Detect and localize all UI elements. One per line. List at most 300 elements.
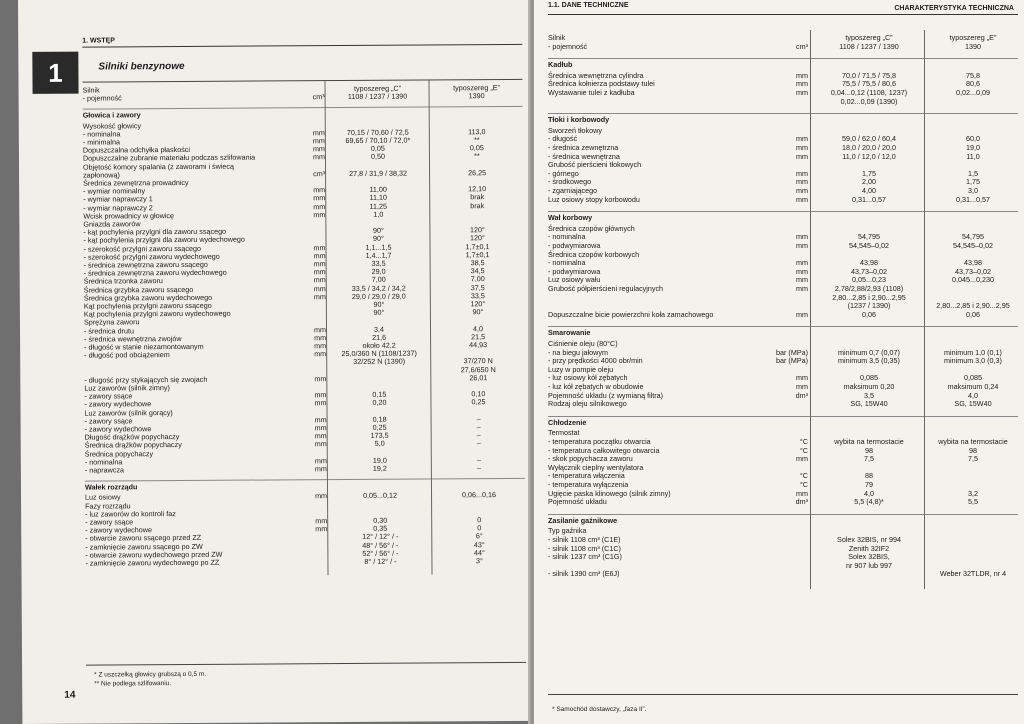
spec-label: - wymiar naprawczy 1 [83, 194, 153, 204]
spec-label: - zawory ssące [85, 517, 134, 527]
spec-value-c: 2,78/2,88/2,93 (1108) [834, 284, 904, 293]
spec-label: Luz osiowy stopy korbowodu [548, 194, 640, 204]
spec-label: Wyłącznik cieplny wentylatora [548, 462, 644, 472]
spec-value-e: 54,545–0,02 [953, 241, 993, 250]
spec-value-c: 1,1...1,5 [365, 242, 392, 252]
spec-value-c: 3,4 [373, 324, 385, 334]
spec-value-e: – [476, 413, 481, 424]
spec-value-e: 3,2 [968, 488, 978, 498]
spec-value-e: 5,5 [968, 497, 978, 507]
spec-label: - długość przy stykających się zwojach [84, 374, 208, 385]
spec-value-c: 8° / 12° / - [364, 556, 397, 566]
spec-label: Ugięcie paska klinowego (silnik zimny) [548, 488, 671, 498]
spec-label: - luz zaworów do kontroli faz [85, 508, 176, 519]
spec-label: - długość pod obciążeniem [84, 350, 170, 360]
spec-label: Luz osiowy wału [548, 275, 601, 285]
spec-unit: mm [796, 309, 808, 319]
spec-label: - wymiar naprawczy 2 [83, 202, 153, 213]
spec-label: Fazy rozrządu [85, 500, 131, 511]
spec-value-c: 4,00 [862, 186, 876, 195]
spec-unit: mm [314, 373, 327, 383]
spec-value-c: 0,25 [372, 422, 387, 432]
spec-label: - nominalna [84, 457, 123, 467]
column-divider [428, 80, 432, 574]
spec-unit: mm [796, 275, 808, 285]
spec-value-c: 54,545–0,02 [849, 241, 889, 250]
spec-unit: mm [313, 250, 326, 260]
page-number: 14 [64, 689, 76, 701]
engine-capacity-label: - pojemność [82, 93, 122, 103]
section-divider [548, 514, 1018, 515]
spec-unit: mm [796, 143, 808, 152]
spec-value-e: 33,5 [470, 290, 485, 301]
spec-label: - luz osiowy kół zębatych [548, 373, 628, 383]
spec-label: - temperatura początku otwarcia [548, 437, 651, 446]
spec-value-c: 2,80...2,85 i 2,90...2,95 [832, 292, 906, 302]
spec-label: - średnica zewnętrzna zaworu wydechowego [83, 267, 227, 278]
spec-value-e: maksimum 0,24 [947, 382, 999, 391]
spec-unit: mm [313, 267, 326, 277]
spec-value-c: 0,05 [370, 143, 385, 154]
spec-value-c: 48° / 56° / - [362, 540, 399, 550]
spec-value-e: 21,5 [471, 331, 486, 342]
engine-capacity-e: 1390 [468, 91, 485, 101]
spec-label: - naprawcza [84, 465, 125, 475]
section-divider [548, 113, 1018, 114]
spec-value-c: 0,05...0,12 [363, 491, 398, 501]
spec-value-c: 52° / 56° / - [362, 548, 399, 558]
spec-unit: mm [796, 151, 808, 161]
spec-unit: mm [313, 242, 326, 252]
spec-value-e: 90° [472, 307, 484, 317]
spec-label: - średnica zewnętrzna [548, 143, 619, 152]
spec-value-e: 4,0 [968, 390, 978, 400]
spec-value-e: 3° [475, 556, 483, 566]
spec-unit: mm [796, 88, 808, 97]
spec-value-c: 7,00 [371, 275, 386, 285]
spec-value-e: 19,0 [966, 143, 980, 152]
spec-label: - zawory ssące [84, 416, 133, 426]
spec-unit: mm [314, 455, 327, 465]
spec-value-e: 27,6/650 N [460, 364, 496, 374]
spec-label: - szerokość przylgni zaworu ssącego [83, 243, 201, 254]
section-heading: Chłodzenie [548, 417, 587, 427]
spec-value-e: 26,25 [468, 167, 487, 178]
spec-unit: mm [313, 209, 326, 219]
engine-label: Silnik [82, 85, 100, 95]
spec-label: Luz zaworów (silnik zimny) [84, 383, 170, 393]
spec-value-e: minimum 1,0 (0,1) [944, 347, 1002, 357]
spec-value-e: SG, 15W40 [954, 399, 992, 409]
spec-value-c: minimum 3,5 (0,35) [838, 356, 900, 366]
spec-label: Objętość komory spalania (z zaworami i świecą [82, 161, 235, 172]
spec-value-e: 7,5 [968, 454, 978, 464]
spec-value-c: 0,06 [862, 309, 876, 319]
spec-value-e: 120° [469, 233, 485, 243]
spec-value-c: 98 [865, 445, 873, 455]
section-heading: Zasilanie gaźnikowe [548, 515, 618, 525]
spec-value-c: 0,085 [860, 373, 878, 383]
spec-value-c: 0,18 [372, 414, 387, 424]
spec-unit: mm [313, 283, 326, 293]
spec-value-e: 2,80...2,85 i 2,90...2,95 [936, 301, 1010, 311]
spec-value-c: 90° [373, 299, 385, 309]
engine-label: Silnik [548, 33, 566, 42]
spec-value-e: 4,0 [472, 323, 484, 333]
spec-value-c: 0,50 [370, 152, 385, 162]
spec-value-c: 5,5 (4,8)* [854, 497, 884, 507]
spec-unit: mm [313, 275, 326, 285]
spec-value-e: 7,00 [470, 274, 485, 284]
column-divider [325, 81, 329, 575]
spec-label: - średnica drutu [83, 325, 134, 336]
spec-value-e: – [476, 454, 481, 465]
spec-unit: mm [796, 194, 808, 204]
spec-label: - zgarniającego [548, 186, 598, 195]
spec-label: Średnica popychaczy [84, 448, 154, 459]
spec-label: - zawory wydechowe [84, 399, 152, 409]
spec-label: Kąt pochylenia przylgni zaworu ssącego [83, 300, 212, 311]
spec-label: - zamknięcie zaworu ssącego po ZW [85, 541, 203, 552]
section-heading: Głowica i zawory [82, 110, 141, 120]
spec-label: Luz osiowy [85, 492, 121, 502]
spec-value-c: 90° [373, 307, 385, 318]
spec-unit: mm [796, 186, 808, 195]
spec-value-c: 29,0 [371, 266, 386, 277]
section-heading: Wałek rozrządu [84, 482, 138, 492]
spec-unit: mm [313, 201, 326, 211]
spec-unit: mm [312, 136, 325, 146]
spec-value-c: 19,0 [372, 455, 387, 465]
spec-value-e: 1,75 [966, 177, 980, 187]
spec-value-e: 44° [473, 547, 485, 558]
spec-value-e: 43° [473, 539, 485, 549]
spec-value-c: 43,73–0,02 [851, 266, 887, 276]
spec-value-c: wybita na termostacie [834, 437, 904, 446]
spec-label: Grubość półpierścieni regulacyjnych [548, 284, 664, 293]
spec-label: Luz zaworów (silnik gorący) [84, 407, 173, 418]
spec-label: - kąt pochylenia przylgni dla zaworu ssącego [83, 226, 227, 237]
spec-label: Długość drążków popychaczy [84, 432, 180, 442]
spec-label: Średnica drążków popychaczy [84, 440, 182, 450]
spec-unit: mm [796, 382, 808, 391]
column-header-c: typoszereg „C” [845, 33, 893, 42]
spec-value-e: 54,795 [962, 232, 984, 242]
spec-value-c: 0,20 [372, 398, 387, 408]
engine-capacity-c: 1108 / 1237 / 1390 [839, 41, 899, 51]
spec-label: - zawory ssące [84, 391, 133, 401]
spec-value-c: 1,4...1,7 [365, 250, 392, 260]
spec-unit: mm [796, 232, 808, 242]
spec-value-e: 26,01 [469, 372, 488, 383]
spec-label: Termostat [548, 428, 580, 438]
section-heading: Tłoki i korbowody [548, 115, 610, 125]
section-divider [548, 58, 1018, 59]
spec-value-c: 59,0 / 62,0 / 60,4 [842, 134, 896, 144]
spec-value-c: minimum 0,7 (0,07) [838, 347, 900, 357]
spec-label: - otwarcie zaworu wydechowego przed ZW [85, 549, 223, 560]
spec-value-e: 43,98 [964, 258, 982, 268]
spec-unit: mm [314, 341, 327, 351]
spec-unit: mm [796, 134, 808, 144]
spec-unit: mm [312, 152, 325, 162]
spec-label: Gniazda zaworów [83, 219, 141, 229]
spec-value-e: – [476, 438, 481, 448]
spec-label: - podwymiarowa [548, 266, 601, 276]
spec-label: - nominalna [548, 258, 586, 268]
section-heading: Kadłub [548, 60, 573, 70]
spec-value-e: 11,0 [966, 151, 980, 161]
spec-value-e: 80,6 [966, 79, 980, 89]
section-divider [548, 416, 1018, 417]
spec-value-e: 38,5 [470, 258, 485, 268]
spec-value-e: 0 [477, 515, 482, 525]
spec-value-e: 0,06...0,16 [462, 490, 497, 500]
spec-value-c: 29,0 / 29,0 / 29,0 [351, 291, 406, 301]
spec-value-c: 32/252 N (1390) [353, 357, 406, 367]
spec-label: Wcisk prowadnicy w głowicę [83, 210, 175, 221]
spec-label: - skok popychacza zaworu [548, 454, 633, 464]
spec-value-c: SG, 15W40 [850, 399, 888, 409]
spec-unit: mm [314, 423, 327, 433]
spec-label: - temperatura wyłączenia [548, 480, 629, 489]
spec-value-c: 0,30 [373, 515, 388, 525]
spec-value-c: 18,0 / 20,0 / 20,0 [842, 143, 896, 152]
spec-label: - średnica wewnętrzna [548, 151, 620, 161]
spec-label: - podwymiarowa [548, 241, 601, 250]
spec-unit: mm [314, 390, 327, 400]
spec-value-c: 79 [865, 480, 873, 489]
spec-value-c: 33,5 [371, 258, 386, 268]
spec-value-e: minimum 3,0 (0,3) [944, 356, 1002, 366]
spec-label: - kąt pochylenia przylgni dla zaworu wydechowego [83, 235, 245, 245]
left-spec-table [82, 79, 526, 666]
engine-capacity-label: - pojemność [548, 41, 588, 51]
spec-unit: mm [314, 349, 327, 359]
spec-label: - temperatura całkowitego otwarcia [548, 445, 660, 455]
spec-value-e: 0,25 [471, 397, 486, 407]
spec-value-e: 0,06 [966, 309, 980, 319]
spec-label: - nominalna [548, 232, 586, 242]
spec-value-e: 44,93 [469, 340, 488, 350]
spec-value-e: wybita na termostacie [938, 437, 1008, 446]
spec-value-e: brak [470, 200, 485, 210]
spec-label: Dopuszczalne zubranie materiału podczas szlifowania [82, 152, 256, 163]
spec-value-e: 1,5 [968, 168, 978, 178]
spec-label: - nominalna [82, 129, 121, 139]
left-page [18, 0, 536, 724]
spec-unit: mm [796, 373, 808, 383]
spec-unit: mm [796, 258, 808, 268]
spec-unit: mm [313, 291, 326, 301]
spec-label: - temperatura włączenia [548, 471, 625, 481]
spec-value-e: 1,7±0,1 [465, 241, 490, 251]
spec-unit: mm [314, 464, 327, 474]
spec-unit: mm [313, 259, 326, 269]
spec-label: Pojemność układu [548, 497, 607, 507]
spec-unit: bar (MPa) [776, 356, 808, 366]
spec-label: - przy prędkości 4000 obr/min [548, 356, 643, 366]
spec-label: - zawory wydechowe [84, 424, 152, 434]
spec-label: zapłonową) [83, 170, 120, 180]
spec-label: Dopuszczalne bicie powierzchni koła zamachowego [548, 309, 714, 319]
spec-unit: mm [796, 266, 808, 276]
spec-unit: bar (MPa) [776, 347, 808, 357]
spec-unit: °C [799, 471, 808, 481]
spec-value-c: 0,02...0,09 (1390) [840, 96, 898, 106]
spec-value-c: 0,35 [373, 523, 388, 534]
spec-value-c: 70,15 / 70,60 / 72,5 [346, 127, 409, 137]
spec-label: - długość [548, 134, 578, 144]
spec-label: - luz kół zębatych w obudowie [548, 382, 644, 391]
spec-value-c: nr 907 lub 997 [846, 560, 892, 570]
section-divider [85, 478, 525, 482]
spec-label: Wysokość głowicy [82, 120, 142, 131]
spec-label: - wymiar nominalny [83, 186, 146, 196]
spec-label: - zawory wydechowe [85, 525, 152, 535]
spec-value-c: 0,15 [372, 389, 387, 400]
spec-value-c: 12° / 12° / - [362, 532, 399, 542]
spec-value-c: 2,00 [862, 177, 876, 187]
spec-value-c: 90° [372, 225, 384, 236]
spec-label: Wystawanie tulei z kadłuba [548, 88, 635, 97]
spec-value-e: ** [474, 135, 480, 145]
spec-value-e: 0,085 [964, 373, 982, 383]
column-header-e: typoszereg „E” [453, 83, 500, 93]
spec-unit: mm [796, 454, 808, 464]
spec-unit: mm [315, 491, 328, 501]
spec-unit: °C [799, 445, 808, 455]
spec-value-e: 43,73–0,02 [955, 266, 991, 276]
spec-value-c: 27,8 / 31,9 / 38,32 [349, 168, 408, 178]
spec-label: - silnik 1108 cm³ (C1E) [548, 535, 621, 544]
spec-value-e: – [476, 463, 481, 473]
spec-label: - minimalna [82, 137, 121, 147]
spec-label: Średnica czopów korbowych [548, 249, 640, 259]
spec-value-e: 12,10 [468, 184, 487, 194]
chapter-number-box: 1 [32, 52, 78, 94]
column-divider [810, 30, 811, 589]
spec-value-e: – [476, 422, 481, 432]
spec-value-e: 98 [969, 445, 977, 455]
spec-unit: mm [314, 414, 327, 424]
spec-value-c: 43,98 [860, 258, 878, 268]
spec-unit: mm [796, 168, 808, 178]
spec-label: Grubość pierścieni tłokowych [548, 160, 642, 170]
spec-value-e: 0,31...0,57 [956, 194, 990, 204]
spec-label: - silnik 1108 cm³ (C1C) [548, 543, 621, 553]
right-spec-table [548, 30, 1018, 695]
spec-value-c: Solex 32BIS, nr 994 [837, 535, 901, 544]
spec-label: - otwarcie zaworu ssącego przed ZZ [85, 533, 202, 543]
spec-unit: °C [799, 437, 808, 446]
spec-value-c: 11,00 [369, 184, 387, 195]
spec-unit: mm [314, 324, 327, 334]
section-heading: Smarowanie [548, 328, 591, 338]
spec-value-c: 0,05...0,23 [852, 275, 886, 285]
spec-label: Kąt pochylenia przylgni zaworu wydechowego [83, 308, 231, 319]
spec-label: - na biegu jałowym [548, 347, 608, 357]
spec-label: Średnica czopów głównych [548, 223, 635, 233]
spec-label: Średnica grzybka zaworu wydechowego [83, 292, 213, 303]
spec-unit: mm [796, 488, 808, 498]
spec-value-c: 1,0 [373, 209, 384, 219]
spec-unit: cm³ [313, 168, 326, 178]
spec-label: Średnica zewnętrzna prowadnicy [83, 177, 189, 188]
section-divider [83, 106, 523, 110]
spec-label: - długość w stanie niezamontowanym [84, 341, 204, 352]
column-header-e: typoszereg „E” [949, 33, 997, 42]
spec-value-c: Zenith 32IF2 [848, 543, 890, 553]
spec-label: Średnica wewnętrzna cylindra [548, 70, 644, 80]
spec-value-e: 0 [477, 523, 482, 533]
spec-value-e: 0,02...0,09 [956, 88, 990, 97]
spec-unit: mm [315, 516, 328, 526]
column-divider [924, 30, 925, 589]
spec-unit: mm [796, 177, 808, 187]
spec-unit: mm [796, 241, 808, 250]
spec-label: Typ gaźnika [548, 526, 587, 536]
spec-value-c: Solex 32BIS, [848, 552, 890, 562]
spec-label: Sworzeń tłokowy [548, 125, 602, 135]
spec-value-c: 21,6 [372, 332, 387, 342]
spec-value-c: 75,5 / 75,5 / 80,6 [842, 79, 896, 89]
spec-value-c: 3,5 [864, 390, 874, 400]
section-heading: Wał korbowy [548, 213, 593, 223]
spec-label: - silnik 1237 cm³ (C1G) [548, 552, 622, 562]
spec-value-c: 0,04...0,12 (1108, 1237) [830, 88, 908, 97]
spec-value-e: 60,0 [966, 134, 980, 144]
spec-value-c: 70,0 / 71,5 / 75,8 [842, 70, 896, 80]
spec-unit: mm [312, 127, 325, 137]
spec-label: Średnica trzonka zaworu [83, 276, 163, 286]
spec-label: - środkowego [548, 177, 592, 187]
spec-label: - szerokość przylgni zaworu wydechowego [83, 251, 220, 262]
spec-label: Pojemność układu (z wymianą filtra) [548, 390, 664, 400]
spec-label: - średnica wewnętrzna zwojów [84, 333, 182, 344]
spec-value-e: 34,5 [470, 266, 485, 276]
spec-value-e: 75,8 [966, 70, 980, 80]
spec-unit: mm [315, 524, 328, 534]
right-page-header-left: 1.1. DANE TECHNICZNE [548, 2, 629, 9]
engine-capacity-unit: cm³ [312, 92, 325, 102]
right-page-header-right: CHARAKTERYSTYKA TECHNICZNA [894, 5, 1014, 12]
spec-value-c: 0,31...0,57 [852, 194, 886, 204]
spec-value-c: 4,0 [864, 488, 874, 498]
header-rule [548, 14, 1018, 15]
spec-value-c: około 42,2 [362, 340, 396, 350]
spec-value-c: 7,5 [864, 454, 874, 464]
column-header-c: typoszereg „C” [353, 83, 402, 93]
spec-unit: mm [313, 193, 326, 203]
spec-value-e: brak [470, 192, 485, 202]
spec-value-e: 1,7±0,1 [465, 249, 490, 260]
spec-unit: mm [796, 70, 808, 80]
spec-value-c: 33,5 / 34,2 / 34,2 [351, 283, 406, 293]
spec-unit: dm³ [795, 390, 808, 400]
spec-value-c: 19,2 [372, 463, 387, 473]
spec-label: Średnica kołnierza podstawy tulei [548, 79, 655, 89]
spec-label: - górnego [548, 168, 579, 178]
spec-value-e: 3,0 [968, 186, 978, 195]
spec-value-c: 11,25 [369, 201, 388, 211]
spec-label: Sprężyna zaworu [83, 317, 140, 327]
footnote: ** Nie podlega szlifowaniu. [94, 680, 172, 688]
section-divider [548, 211, 1018, 212]
spec-value-c: 11,0 / 12,0 / 12,0 [842, 151, 896, 161]
engine-capacity-unit: cm³ [796, 41, 808, 51]
spec-label: Rodzaj oleju silnikowego [548, 399, 627, 409]
